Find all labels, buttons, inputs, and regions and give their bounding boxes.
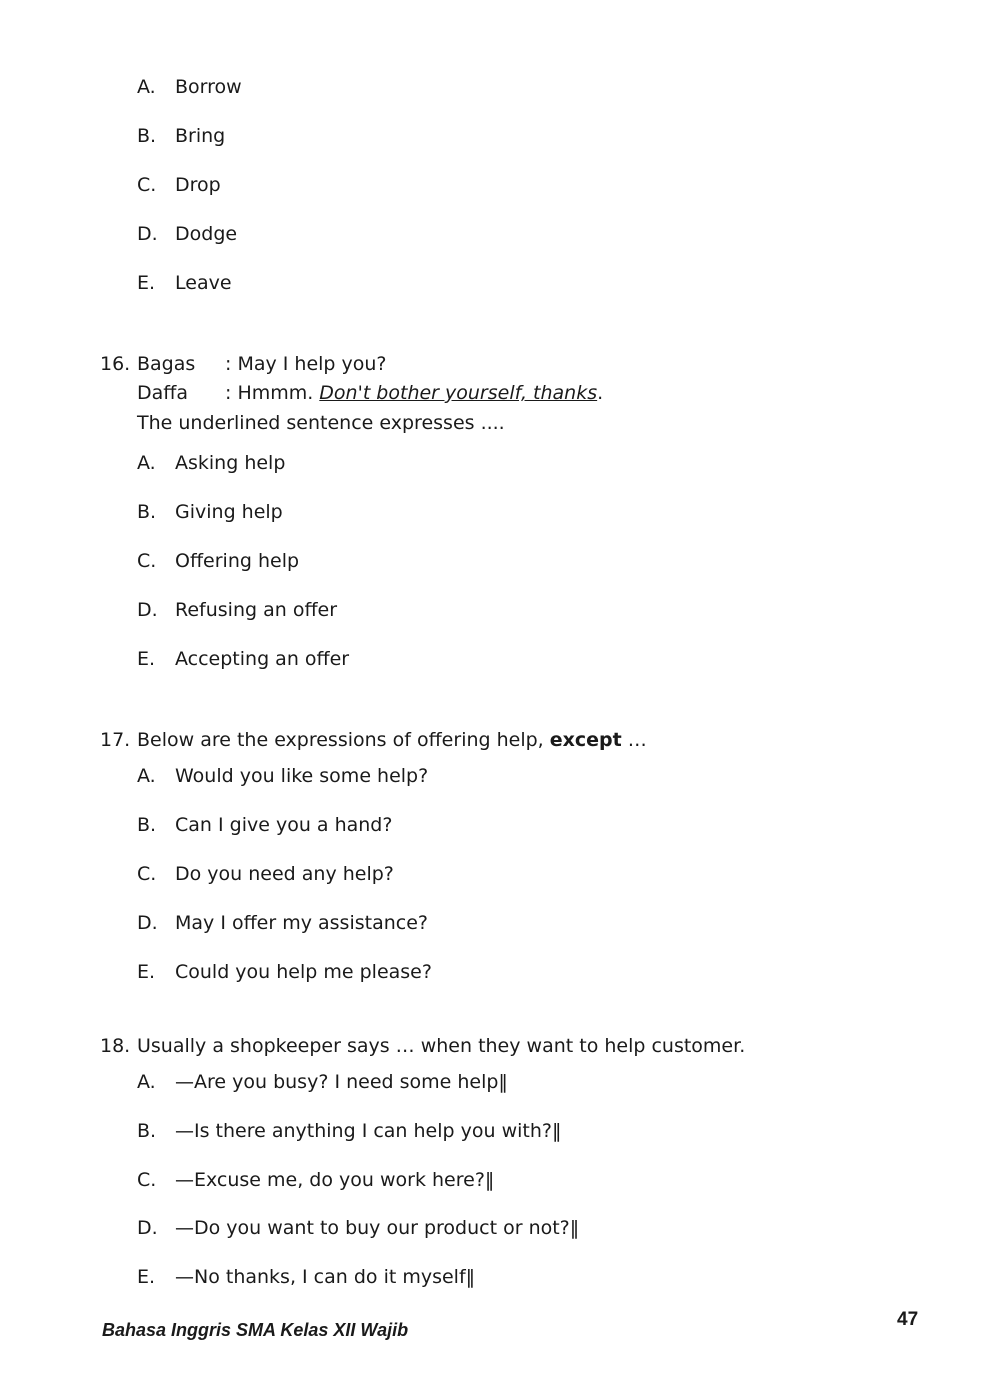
- question-number: 18.: [100, 1035, 131, 1057]
- q18-prompt: [100, 1034, 745, 1058]
- dialog-suffix: .: [597, 382, 604, 404]
- page-number: 47: [897, 1309, 919, 1330]
- q17-prompt: [100, 728, 647, 752]
- q15-option-d: [137, 222, 237, 246]
- option-text: Could you help me please?: [175, 961, 432, 983]
- option-text: Dodge: [175, 223, 238, 245]
- q16-option-a: [137, 451, 285, 475]
- option-text: Borrow: [175, 76, 242, 98]
- q17-option-a: [137, 764, 428, 788]
- footer-book-title: Bahasa Inggris SMA Kelas XII Wajib: [102, 1320, 409, 1340]
- option-text: —Are you busy? I need some help‖: [175, 1071, 508, 1093]
- dialog-text: : May I help you?: [225, 353, 387, 375]
- option-letter: C.: [137, 550, 157, 572]
- option-letter: D.: [137, 912, 158, 934]
- q16-option-e: [137, 647, 349, 671]
- option-text: Bring: [175, 125, 226, 147]
- option-text: —Do you want to buy our product or not?‖: [175, 1217, 580, 1239]
- option-letter: E.: [137, 648, 156, 670]
- option-text: May I offer my assistance?: [175, 912, 428, 934]
- option-text: Refusing an offer: [175, 599, 338, 621]
- option-text: Do you need any help?: [175, 863, 394, 885]
- q16-option-c: [137, 549, 299, 573]
- option-text: Can I give you a hand?: [175, 814, 393, 836]
- speaker-name: Bagas: [137, 353, 196, 375]
- option-letter: D.: [137, 599, 158, 621]
- prompt-bold-word: except: [549, 729, 622, 751]
- option-letter: D.: [137, 1217, 158, 1239]
- q18-option-d: [137, 1216, 579, 1240]
- q17-option-d: [137, 911, 428, 935]
- speaker-name: Daffa: [137, 382, 189, 404]
- q16-dialog-line-1: [100, 352, 387, 376]
- q18-option-b: [137, 1119, 561, 1143]
- option-letter: E.: [137, 1266, 156, 1288]
- option-letter: C.: [137, 174, 157, 196]
- option-text: —No thanks, I can do it myself‖: [175, 1266, 476, 1288]
- option-letter: B.: [137, 125, 157, 147]
- option-letter: D.: [137, 223, 158, 245]
- option-letter: A.: [137, 76, 156, 98]
- option-letter: B.: [137, 501, 157, 523]
- q18-option-e: [137, 1265, 475, 1289]
- option-text: Accepting an offer: [175, 648, 350, 670]
- q16-prompt: The underlined sentence expresses ....: [137, 412, 505, 434]
- option-letter: C.: [137, 1169, 157, 1191]
- q17-option-e: [137, 960, 432, 984]
- q18-option-a: [137, 1070, 508, 1094]
- q16-option-b: [137, 500, 283, 524]
- option-text: Would you like some help?: [175, 765, 429, 787]
- option-letter: B.: [137, 1120, 157, 1142]
- question-number: 16.: [100, 353, 131, 375]
- q16-dialog-line-2: [137, 381, 603, 405]
- option-letter: A.: [137, 1071, 156, 1093]
- q15-option-e: [137, 271, 232, 295]
- option-text: Giving help: [175, 501, 283, 523]
- q16-option-d: [137, 598, 337, 622]
- prompt-ellipsis: …: [627, 729, 647, 751]
- q17-option-c: [137, 862, 394, 886]
- q15-option-c: [137, 173, 221, 197]
- option-text: Offering help: [175, 550, 300, 572]
- prompt-text: Usually a shopkeeper says … when they want to help customer.: [137, 1035, 746, 1057]
- question-number: 17.: [100, 729, 131, 751]
- option-text: —Is there anything I can help you with?‖: [175, 1120, 562, 1142]
- q15-option-b: [137, 124, 225, 148]
- q15-option-a: [137, 75, 242, 99]
- option-text: Drop: [175, 174, 221, 196]
- option-letter: E.: [137, 272, 156, 294]
- option-letter: B.: [137, 814, 157, 836]
- option-text: —Excuse me, do you work here?‖: [175, 1169, 495, 1191]
- dialog-text: : Hmmm.: [225, 382, 314, 404]
- option-letter: E.: [137, 961, 156, 983]
- option-letter: C.: [137, 863, 157, 885]
- prompt-text: Below are the expressions of offering help,: [137, 729, 544, 751]
- option-letter: A.: [137, 765, 156, 787]
- q17-option-b: [137, 813, 392, 837]
- underlined-sentence: Don't bother yourself, thanks: [319, 382, 598, 404]
- q18-option-c: [137, 1168, 494, 1192]
- option-text: Leave: [175, 272, 232, 294]
- option-letter: A.: [137, 452, 156, 474]
- option-text: Asking help: [175, 452, 286, 474]
